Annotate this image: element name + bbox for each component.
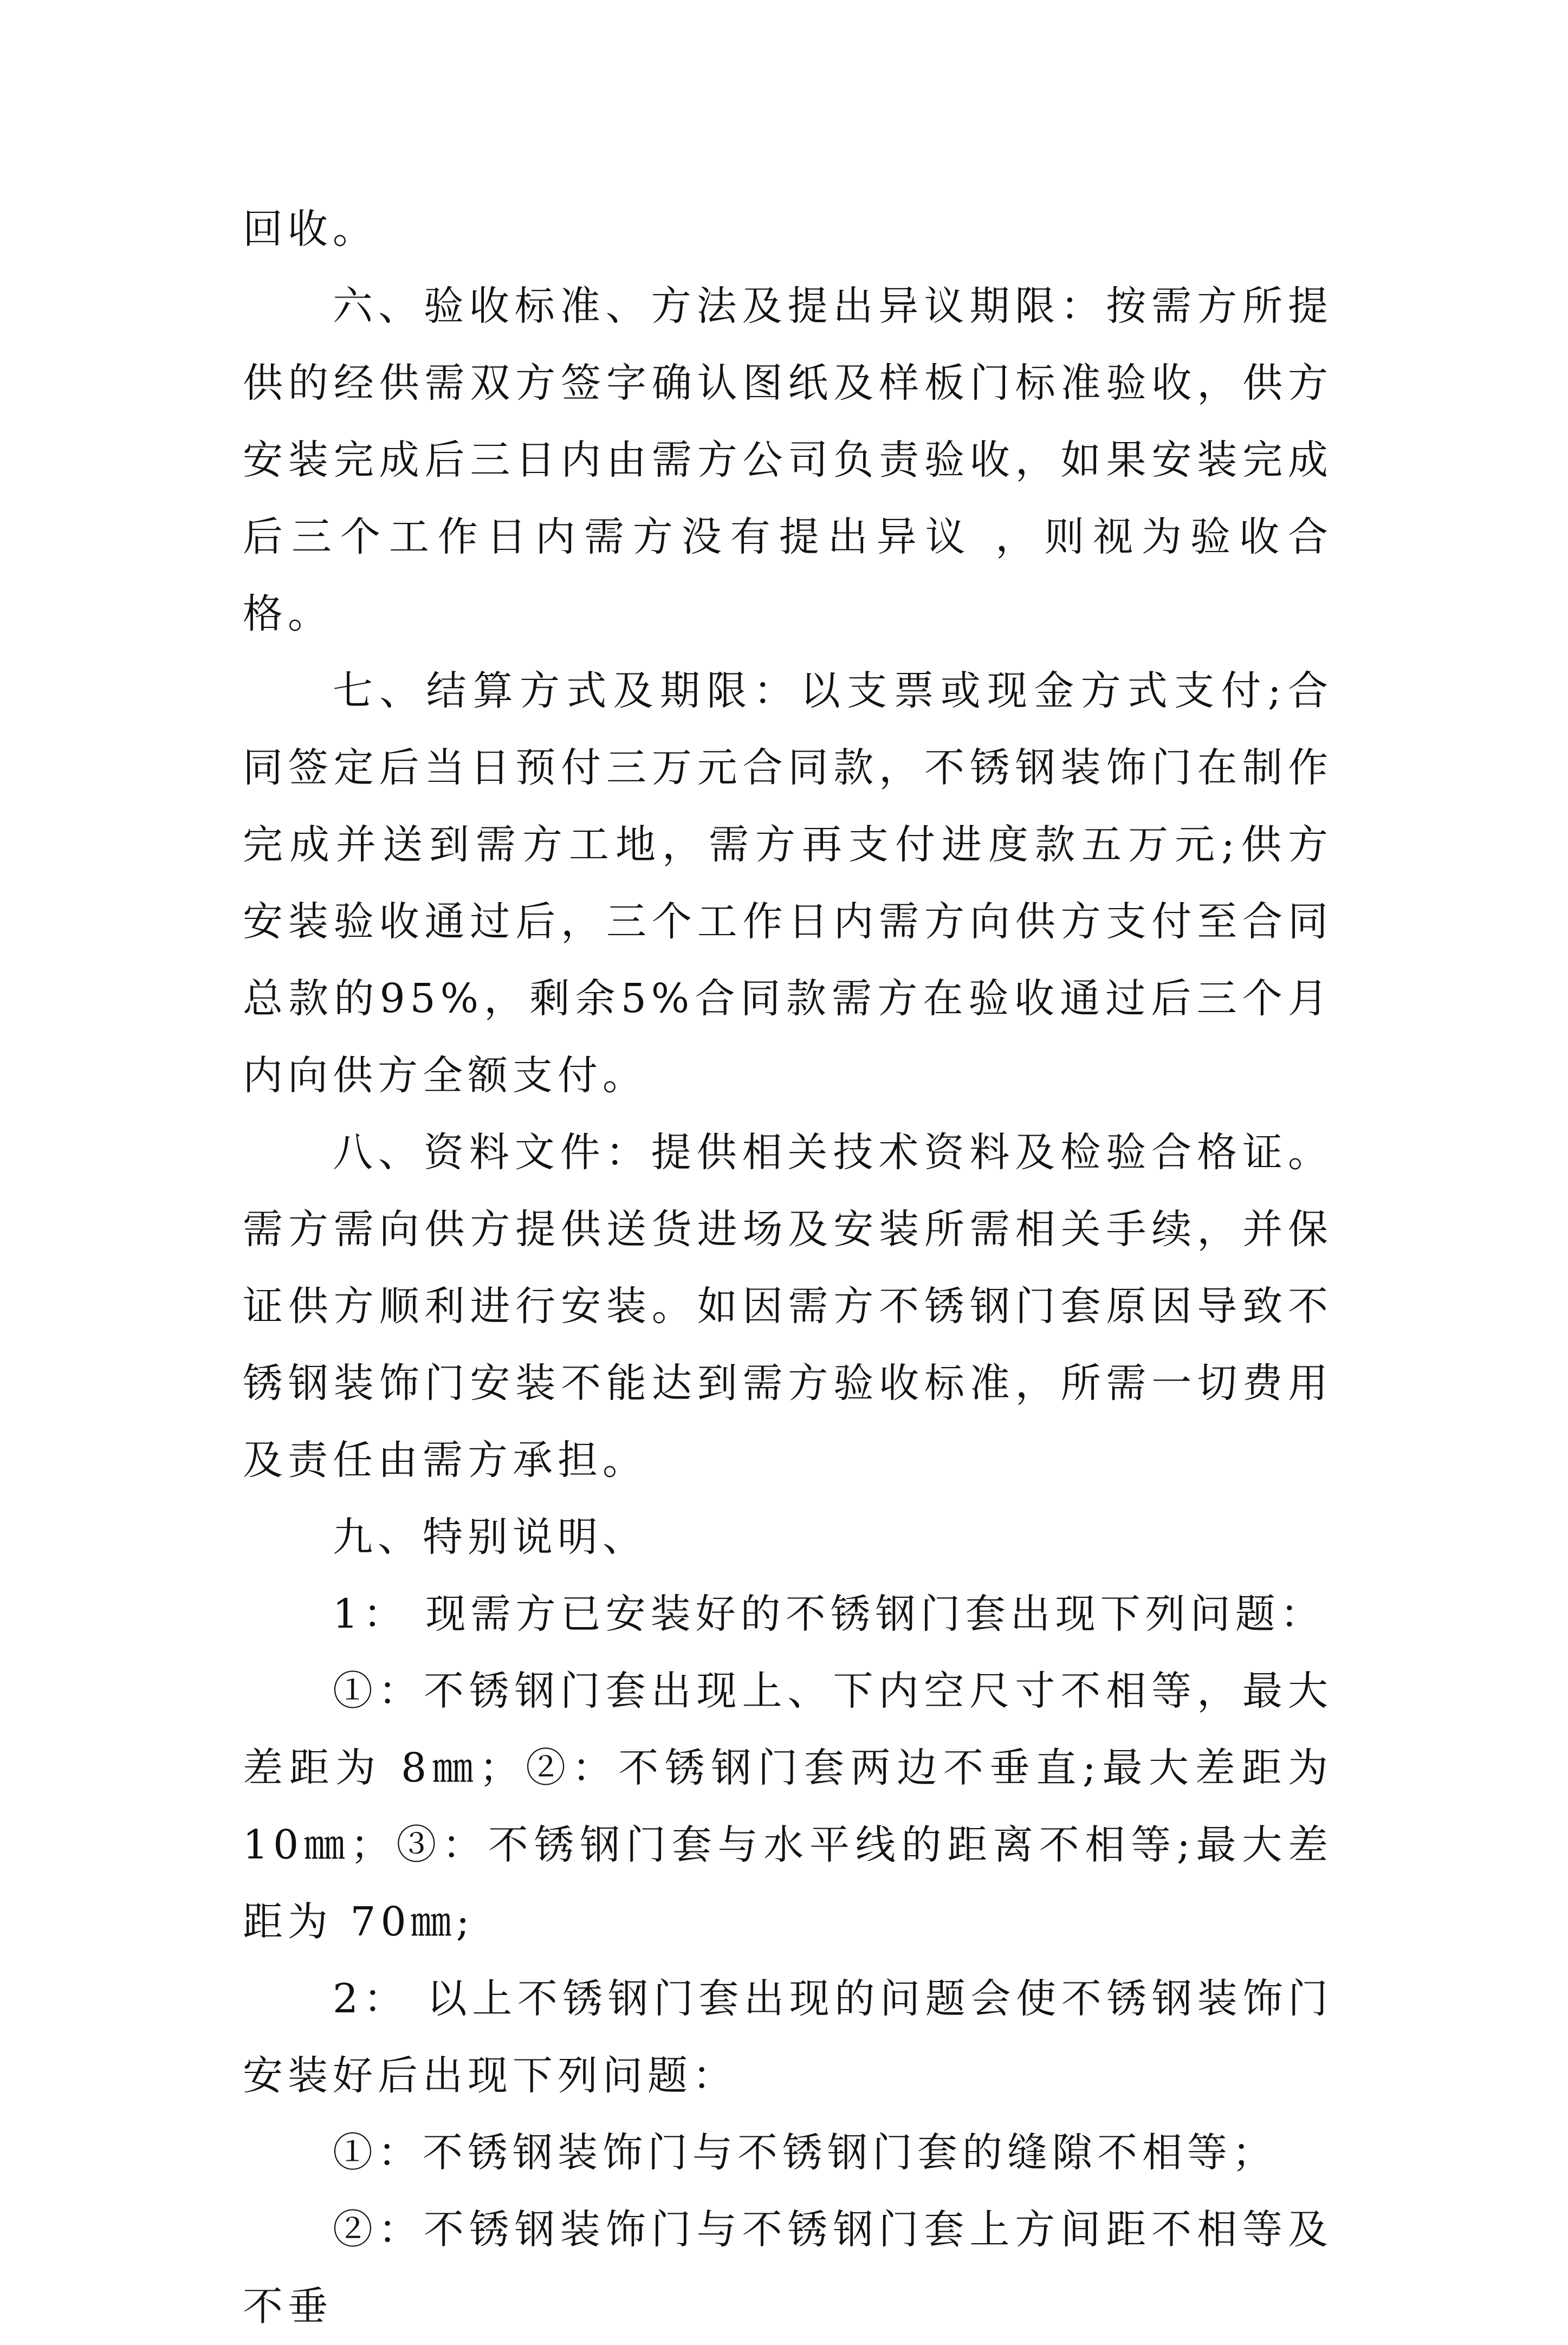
paragraph-note-1: 1： 现需方已安装好的不锈钢门套出现下列问题： — [333, 1591, 1325, 1637]
paragraph-note-2: 2： 以上不锈钢门套出现的问题会使不锈钢装饰门安装好后出现下列问题： — [243, 1975, 1333, 2099]
paragraph-acceptance-standard: 六、验收标准、方法及提出异议期限：按需方所提供的经供需双方签字确认图纸及样板门标准验收，供方安装完成后三日内由需方公司负责验收，如果安装完成后三个工作日内需方没有提出异议 ，则视为验收合格。 — [243, 283, 1333, 637]
paragraph-note-2-item-2: ②：不锈钢装饰门与不锈钢门套上方间距不相等及不垂 — [243, 2206, 1333, 2330]
paragraph-settlement-method: 七、结算方式及期限：以支票或现金方式支付;合同签定后当日预付三万元合同款，不锈钢装饰门在制作完成并送到需方工地，需方再支付进度款五万元;供方安装验收通过后，三个工作日内需方向供方支付至合同总款的95%，剩余5%合同款需方在验收通过后三个月内向供方全额支付。 — [243, 668, 1333, 1099]
paragraph-note-2-item-1: ①：不锈钢装饰门与不锈钢门套的缝隙不相等； — [333, 2129, 1277, 2176]
paragraph-recycle: 回收。 — [243, 206, 378, 252]
paragraph-special-notes-heading: 九、特别说明、 — [333, 1514, 647, 1560]
document-body — [243, 191, 1333, 2345]
paragraph-note-1-details: ①：不锈钢门套出现上、下内空尺寸不相等，最大差距为 8㎜；②：不锈钢门套两边不垂直;最大差距为 10㎜；③：不锈钢门套与水平线的距离不相等;最大差距为 70㎜; — [243, 1668, 1333, 1945]
paragraph-documents: 八、资料文件：提供相关技术资料及检验合格证。 需方需向供方提供送货进场及安装所需相关手续，并保证供方顺利进行安装。如因需方不锈钢门套原因导致不锈钢装饰门安装不能达到需方验收标准，所需一切费用及责任由需方承担。 — [243, 1129, 1333, 1484]
